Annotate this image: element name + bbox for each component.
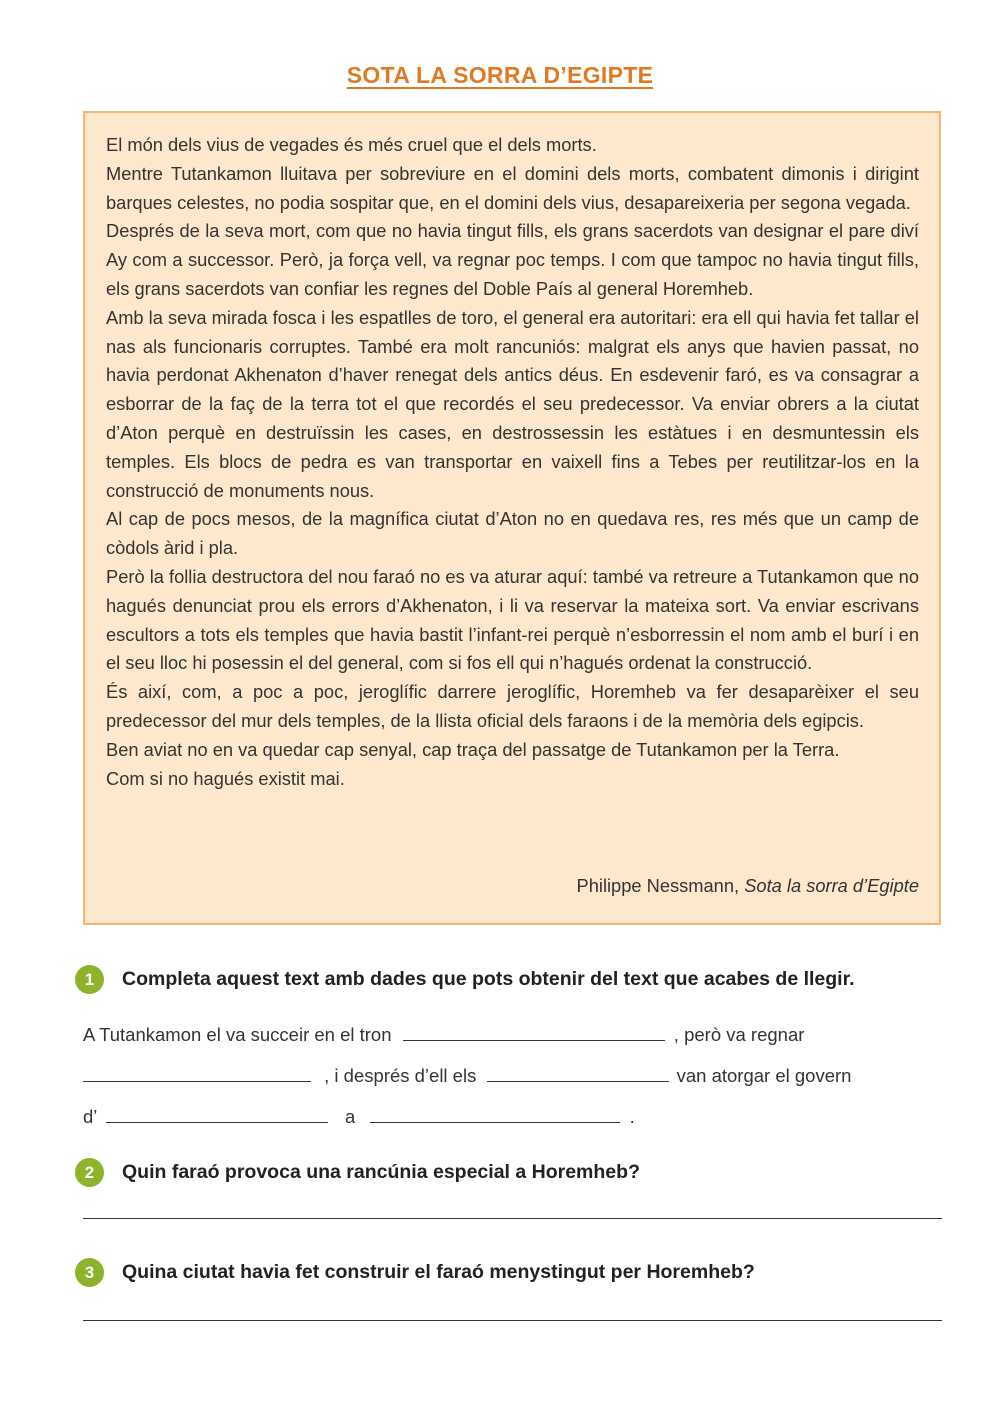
question-number-badge: 1	[75, 965, 104, 994]
answer-line-question-3[interactable]	[83, 1320, 942, 1321]
reading-paragraph: Com si no hagués existit mai.	[106, 767, 345, 789]
reading-paragraph: Després de la seva mort, com que no havia tingut fills, els grans sacerdots van designar el pare diví Ay com a successor. Però, ja força vell, va regnar poc temps. I com que tampoc no havia tingut fills, els grans sacerdots van confiar les regnes del Doble País al general Horemheb.	[106, 220, 919, 299]
fill-text: d’	[83, 1106, 97, 1127]
reading-paragraph: El món dels vius de vegades és més cruel que el dels morts.	[106, 134, 597, 155]
answer-line-question-2[interactable]	[83, 1218, 942, 1219]
fill-in-line-3	[83, 1104, 635, 1128]
answer-blank-duration[interactable]	[83, 1063, 311, 1082]
author-name: Philippe Nessmann,	[576, 875, 740, 896]
reading-paragraph: Mentre Tutankamon lluitava per sobreviure en el domini dels morts, combatent dimonis i dirigint barques celestes, no podia sospitar que, en el domini dels vius, desapareixeria per segona vegada.	[106, 162, 919, 213]
fill-text: van atorgar el govern	[676, 1065, 852, 1086]
answer-blank-general[interactable]	[370, 1104, 620, 1123]
fill-text: a	[345, 1106, 356, 1127]
question-text: Quina ciutat havia fet construir el faraó menystingut per Horemheb?	[122, 1261, 755, 1283]
fill-text: A Tutankamon el va succeir en el tron	[83, 1024, 392, 1045]
fill-text: , i després d’ell els	[324, 1065, 477, 1086]
fill-in-line-2	[83, 1063, 851, 1087]
reading-text-box	[83, 111, 941, 925]
reading-paragraph: Ben aviat no en va quedar cap senyal, cap traça del passatge de Tutankamon per la Terra.	[106, 738, 840, 760]
question-3	[75, 1258, 755, 1287]
answer-blank-successor[interactable]	[403, 1022, 665, 1041]
reading-paragraph: És així, com, a poc a poc, jeroglífic darrere jeroglífic, Horemheb va fer desaparèixer el seu predecessor del mur dels temples, de la llista oficial dels faraons i de la memòria dels egipcis.	[106, 681, 919, 731]
fill-text: .	[629, 1106, 635, 1127]
fill-text: , però va regnar	[673, 1024, 805, 1045]
question-2	[75, 1158, 640, 1187]
page-title: SOTA LA SORRA D’EGIPTE	[346, 62, 654, 88]
fill-in-line-1	[83, 1022, 804, 1046]
answer-blank-priests[interactable]	[487, 1063, 669, 1082]
question-1	[75, 965, 855, 994]
answer-blank-country[interactable]	[106, 1104, 328, 1123]
question-number-badge: 3	[75, 1258, 104, 1287]
question-text: Quin faraó provoca una rancúnia especial a Horemheb?	[122, 1161, 640, 1183]
reading-paragraph: Al cap de pocs mesos, de la magnífica ciutat d’Aton no en quedava res, res més que un camp de còdols àrid i pla.	[106, 508, 919, 559]
reading-paragraph: Amb la seva mirada fosca i les espatlles de toro, el general era autoritari: era ell qui havia fet tallar el nas als funcionaris corruptes. També era molt rancuniós: malgrat els anys que havien passat, no havia perdonat Akhenaton d’haver renegat dels antics déus. En esdevenir faró, es va consagrar a esborrar de la faç de la terra tot el que recordés el seu predecessor. Va enviar obrers a la ciutat d’Aton perquè en destruïssin les cases, en destrossessin les estàtues i en desmuntessin els temples. Els blocs de pedra es van transportar en vaixell fins a Tebes per reutilitzar-los en la construcció de monuments nous.	[106, 306, 919, 501]
reading-paragraph: Però la follia destructora del nou faraó no es va aturar aquí: també va retreure a Tutankamon que no hagués denunciat prou els errors d’Akhenaton, i li va reservar la mateixa sort. Va enviar escrivans escultors a tots els temples que havia bastit l’infant-rei perquè n’esborressin el nom amb el burí i en el seu lloc hi posessin el del general, com si fos ell qui n’hagués ordenat la construcció.	[106, 565, 919, 674]
source-attribution	[577, 875, 919, 897]
book-title: Sota la sorra d’Egipte	[744, 875, 919, 896]
question-text: Completa aquest text amb dades que pots obtenir del text que acabes de llegir.	[122, 968, 855, 990]
question-number-badge: 2	[75, 1158, 104, 1187]
